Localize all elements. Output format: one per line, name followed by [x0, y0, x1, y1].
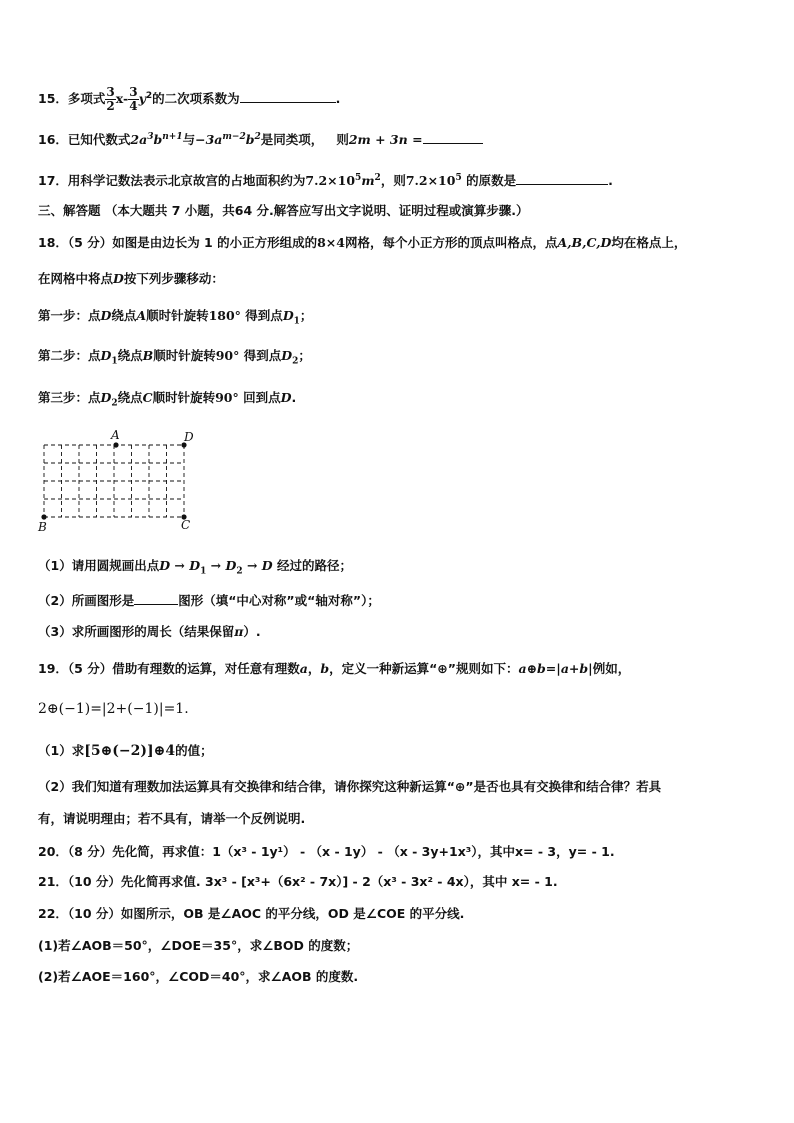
grid-figure — [34, 428, 204, 534]
question-18-line-2: 在网格中将点D按下列步骤移动： — [38, 271, 224, 286]
answer-blank[interactable] — [423, 131, 483, 144]
answer-blank[interactable] — [240, 90, 336, 103]
question-22-sub-2: (2)若∠AOE＝160°，∠COD＝40°，求∠AOB 的度数. — [38, 969, 359, 984]
question-19-sub-1: （1）求[5⊕(−2)]⊕4的值； — [38, 743, 213, 759]
fraction-3-2: $\frac{3}{2}$ — [106, 85, 115, 113]
question-19-sub-2-line-1: （2）我们知道有理数加法运算具有交换律和结合律，请你探究这种新运算“⊕”是否也具有交换律和结合律？若具 — [38, 779, 662, 794]
question-22-line-1: 22．（10 分）如图所示，OB 是∠AOC 的平分线，OD 是∠COE 的平分线. — [38, 906, 465, 921]
label-b: B — [38, 520, 47, 534]
question-19-example: 2⊕(−1)=|2+(−1)|=1. — [38, 701, 189, 717]
question-19-line-1: 19．（5 分）借助有理数的运算，对任意有理数a，b，定义一种新运算“⊕”规则如下：a⊕b=|a+b|例如， — [38, 661, 631, 676]
question-18-line-1: 18．（5 分）如图是由边长为 1 的小正方形组成的8×4网格，每个小正方形的顶点叫格点，点A,B,C,D均在格点上， — [38, 235, 687, 250]
answer-blank[interactable] — [134, 592, 178, 605]
question-19-sub-2-line-2: 有，请说明理由；若不具有，请举一个反例说明. — [38, 811, 306, 826]
question-20: 20．（8 分）先化简，再求值：1（x³ - 1y¹） - （x - 1y） - （x - 3y+1x³），其中x= - 3，y= - 1. — [38, 844, 615, 859]
question-22-sub-1: (1)若∠AOB＝50°，∠DOE＝35°，求∠BOD 的度数； — [38, 938, 359, 953]
section-3-heading: 三、解答题 （本大题共 7 小题，共64 分.解答应写出文字说明、证明过程或演算步骤.） — [38, 203, 529, 218]
answer-blank[interactable] — [516, 172, 608, 185]
label-d: D — [184, 430, 194, 444]
question-21: 21．（10 分）先化简再求值. 3x³ - [x³+（6x² - 7x）] - 2（x³ - 3x² - 4x），其中 x= - 1. — [38, 874, 558, 889]
question-18-sub-2: （2）所画图形是 图形（填“中心对称”或“轴对称”）； — [38, 593, 380, 608]
grid-lines — [44, 445, 184, 517]
question-18-step-2: 第二步：点$D_1$绕点B顺时针旋转90° 得到点$D_2$； — [38, 348, 311, 367]
question-15: 15．多项式 $\frac{3}{2}$ x- $\frac{3}{4}$ $y^2$的二次项系数为 . — [38, 85, 341, 113]
question-18-step-3: 第三步：点$D_2$绕点C顺时针旋转90° 回到点D. — [38, 390, 297, 409]
point-b — [41, 514, 46, 519]
question-18-sub-3: （3）求所画图形的周长（结果保留π）. — [38, 624, 261, 639]
question-16: 16．已知代数式$2a^3b^{n+1}$与$-3a^{m-2}b^2$是同类项， 则2m + 3n = — [38, 131, 483, 149]
question-17: 17．用科学记数法表示北京故宫的占地面积约为$7.2\times 10^5m^2$，则$7.2\times 10^5$ 的原数是 . — [38, 172, 613, 188]
question-18-step-1: 第一步：点D绕点A顺时针旋转180° 得到点$D_1$； — [38, 308, 313, 327]
question-18-sub-1: （1）请用圆规画出点$D \to D_1 \to D_2 \to D$ 经过的路径； — [38, 558, 353, 577]
label-c: C — [181, 518, 191, 532]
label-a: A — [111, 428, 120, 442]
fraction-3-4: $\frac{3}{4}$ — [129, 85, 138, 113]
point-a — [113, 442, 118, 447]
